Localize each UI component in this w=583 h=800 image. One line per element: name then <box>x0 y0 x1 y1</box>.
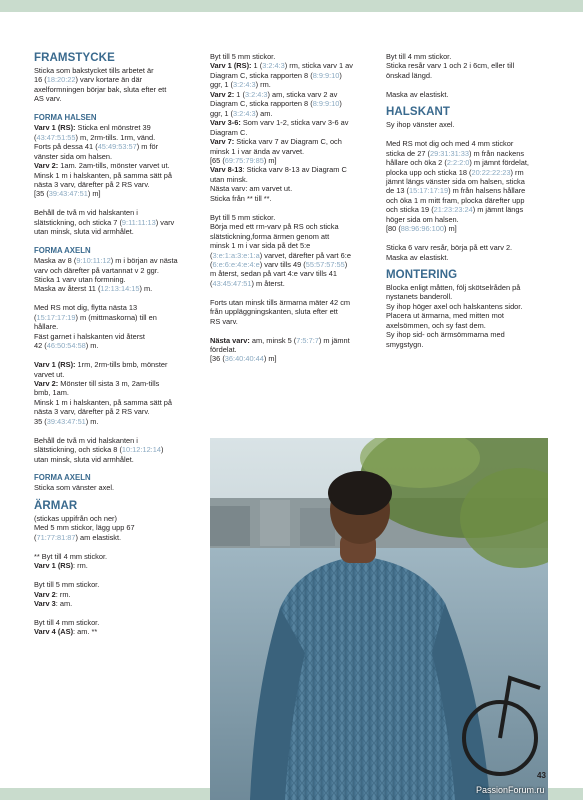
text-line: Varv 1 (RS): 1 (3:2:4:3) rm, sticka varv 1 av <box>210 61 353 71</box>
text-line: (stickas uppifrån och ner) <box>34 513 117 523</box>
heading-forma-axeln-2: FORMA AXELN <box>34 473 91 483</box>
text-line: minsk 1 i var ända av varvet. <box>210 146 305 156</box>
text-line: Varv 3: am. <box>34 598 73 608</box>
text-line: nystanets banderoll. <box>386 292 453 302</box>
text-line: axelsömmen, och sy fast dem. <box>386 320 486 330</box>
text-line: Forts utan minsk tills ärmarna mäter 42 cm <box>210 297 351 307</box>
column-2 <box>210 52 372 364</box>
top-stripe <box>0 0 583 12</box>
text-line: [36 (36:40:40:44) m] <box>210 354 277 364</box>
text-line: utan minsk, sluta vid armhålet. <box>34 454 134 464</box>
text-line: (43:47:51:55) m, 2rm-tills. 1rm, vänd. <box>34 132 156 142</box>
text-line: Minsk 1 m i halskanten, på samma sätt på <box>34 170 173 180</box>
text-line: jämnt längs vänster sida om halsen, sticka <box>386 176 525 186</box>
text-line: Varv 4 (AS): am. ** <box>34 627 98 637</box>
paragraph <box>210 52 372 203</box>
text-line: bmb, 1am. <box>34 388 69 398</box>
text-line: slätstickning, och sticka 8 (10:12:12:14) <box>34 445 164 455</box>
paragraph <box>386 283 548 349</box>
paragraph <box>34 303 194 350</box>
text-line: Sticka som bakstycket tills arbetet är <box>34 66 154 75</box>
text-line: Byt till 5 mm stickor. <box>34 580 100 590</box>
text-line: och öka 1 m mitt fram, plocka därefter upp <box>386 195 525 205</box>
text-line: Varv 2: 1 (3:2:4:3) am, sticka varv 2 av <box>210 89 338 99</box>
paragraph <box>34 436 194 464</box>
text-line: sticka de 27 (29:31:31:33) m från nackens <box>386 148 525 158</box>
text-line: de 13 (15:17:17:19) m från halsens hållare <box>386 186 526 196</box>
text-line: hållare och öka 2 (2:2:2:0) m jämnt fördelat, <box>386 158 529 168</box>
column-1 <box>34 52 194 637</box>
paragraph <box>210 298 372 326</box>
text-line: (6:e:6:e:4:e:4:e) varv tills 49 (55:57:57:55) <box>210 259 348 269</box>
paragraph <box>210 213 372 289</box>
paragraph <box>386 120 548 129</box>
text-line: Blocka enligt måtten, följ skötselråden på <box>386 283 521 293</box>
text-line: Minsk 1 m i halskanten, på samma sätt på <box>34 397 173 407</box>
text-line: AS varv. <box>34 94 62 104</box>
text-line: Behåll de två m vid halskanten i <box>34 435 138 445</box>
text-line: Diagram C, sticka rapporten 8 (8:9:9:10) <box>210 70 342 80</box>
text-line: fördelat. <box>210 345 237 354</box>
paragraph <box>34 123 194 199</box>
text-line: (43:45:47:51) m återst. <box>210 278 285 288</box>
text-line: [80 (88:96:96:100) m] <box>386 224 457 234</box>
text-line: Med RS mot dig och med 4 mm stickor <box>386 139 514 149</box>
text-line: axelformningen börjar bak, sluta efter ett <box>34 84 167 94</box>
text-line: smygstygn. <box>386 339 424 349</box>
column-3 <box>386 52 548 349</box>
text-line: utan minsk, sluta vid armhålet. <box>34 227 134 237</box>
text-line: och sticka 19 (21:23:23:24) m jämnt längs <box>386 205 524 215</box>
heading-armar: ÄRMAR <box>34 499 78 512</box>
text-line: Maska av elastiskt. <box>386 252 449 262</box>
text-line: varv och därefter på vartannat v 2 ggr. <box>34 265 159 275</box>
paragraph <box>34 483 194 492</box>
text-line: Varv 1 (RS): Sticka enl mönstret 39 <box>34 123 151 133</box>
text-line: slätstickning,forma ärmen genom att <box>210 231 330 241</box>
text-line: önskad längd. <box>386 70 433 80</box>
heading-halskant: HALSKANT <box>386 106 451 119</box>
text-line: plocka upp och sticka 18 (20:22:22:23) rm <box>386 167 524 177</box>
text-line: Sticka 1 varv utan formning. <box>34 275 126 285</box>
text-line: (71:77:81:87) am elastiskt. <box>34 532 122 542</box>
text-line: ggr, 1 (3:2:4:3) rm. <box>210 80 271 90</box>
text-line: Maska av elastiskt. <box>386 89 449 99</box>
paragraph <box>386 90 548 99</box>
text-line: Sticka resår varv 1 och 2 i 6cm, eller till <box>386 61 515 71</box>
text-line: Behåll de två m vid halskanten i <box>34 208 138 218</box>
model-photo <box>210 438 548 800</box>
text-line: Maska av 8 (9:10:11:12) m i början av nästa <box>34 256 178 266</box>
text-line: m återst, sedan på vart 4:e varv tills 41 <box>210 269 337 279</box>
text-line: Diagram C. <box>210 127 248 137</box>
paragraph <box>34 208 194 236</box>
heading-framstycke: FRAMSTYCKE <box>34 52 115 64</box>
paragraph <box>210 336 372 364</box>
text-line: Med RS mot dig, flytta nästa 13 <box>34 303 138 313</box>
text-line: Varv 2: Mönster till sista 3 m, 2am-tills <box>34 378 160 388</box>
text-line: Diagram C, sticka rapporten 8 (8:9:9:10) <box>210 99 342 109</box>
text-line: Sticka 6 varv resår, börja på ett varv 2. <box>386 243 513 253</box>
paragraph <box>34 580 194 608</box>
text-line: vänster sida om halsen. <box>34 151 113 161</box>
watermark: PassionForum.ru <box>476 785 545 795</box>
text-line: Sticka från ** till **. <box>210 193 272 203</box>
paragraph <box>386 243 548 262</box>
text-line: 35 (39:43:47:51) m. <box>34 416 99 426</box>
paragraph <box>34 66 194 104</box>
text-line: Nästa varv: am, minsk 5 (7:5:7:7) m jämnt <box>210 335 350 345</box>
text-line: Varv 2: rm. <box>34 589 71 599</box>
paragraph <box>386 139 548 234</box>
heading-montering: MONTERING <box>386 269 458 282</box>
text-line: (3:e:1:a:3:e:1:a) varvet, därefter på vart 6:e <box>210 250 351 260</box>
text-line: nästa 3 varv, därefter på 2 RS varv. <box>34 179 150 189</box>
text-line: Med 5 mm stickor, lägg upp 67 <box>34 523 135 533</box>
text-line: Varv 2: 1am. 2am-tills, mönster varvet ut. <box>34 161 170 171</box>
paragraph <box>34 514 194 542</box>
text-line: Byt till 5 mm stickor. <box>210 52 276 61</box>
text-line: Maska av återst 11 (12:13:14:15) m. <box>34 284 153 294</box>
text-line: Byt till 5 mm stickor. <box>210 212 276 222</box>
text-line: 42 (46:50:54:58) m. <box>34 341 99 351</box>
text-line: Fäst garnet i halskanten vid återst <box>34 331 145 341</box>
paragraph <box>34 618 194 637</box>
paragraph <box>386 52 548 80</box>
text-line: Sticka som vänster axel. <box>34 483 115 493</box>
text-line: höger sida om halsen. <box>386 214 459 224</box>
text-line: minsk 1 m i var sida på det 5:e <box>210 241 311 251</box>
text-line: ggr, 1 (3:2:4:3) am. <box>210 108 273 118</box>
text-line: (15:17:17:19) m (mittmaskorna) till en <box>34 312 157 322</box>
paragraph <box>34 360 194 426</box>
text-line: från uppläggningskanten, sluta efter ett <box>210 307 338 317</box>
text-line: slätstickning, och sticka 7 (9:11:11:13) varv <box>34 217 175 227</box>
text-line: RS varv. <box>210 316 238 326</box>
text-line: hållare. <box>34 322 59 332</box>
text-line: Nästa varv: am varvet ut. <box>210 184 293 194</box>
text-line: Varv 8-13: Sticka varv 8-13 av Diagram C <box>210 165 347 175</box>
text-line: Varv 1 (RS): rm. <box>34 561 88 571</box>
text-line: nästa 3 varv, därefter på 2 RS varv. <box>34 407 150 417</box>
paragraph <box>34 552 194 571</box>
text-line: varvet ut. <box>34 369 65 379</box>
text-line: [65 (69:75:79:85) m] <box>210 155 277 165</box>
text-line: utan minsk. <box>210 174 248 184</box>
text-line: Börja med ett rm-varv på RS och sticka <box>210 222 339 232</box>
text-line: ** Byt till 4 mm stickor. <box>34 551 108 561</box>
text-line: Sy ihop höger axel och halskantens sidor. <box>386 301 523 311</box>
paragraph <box>34 256 194 294</box>
text-line: Placera ut ärmarna, med mitten mot <box>386 311 504 321</box>
text-line: Byt till 4 mm stickor. <box>34 617 100 627</box>
text-line: [35 (39:43:47:51) m] <box>34 189 101 199</box>
text-line: Sy ihop sid- och ärmsömmarna med <box>386 330 505 340</box>
text-line: Varv 7: Sticka varv 7 av Diagram C, och <box>210 137 342 147</box>
text-line: Forts på dessa 41 (45:49:53:57) m för <box>34 142 159 152</box>
page-number: 43 <box>537 771 546 780</box>
text-line: 16 (18:20:22) varv kortare än där <box>34 75 143 85</box>
text-line: Byt till 4 mm stickor. <box>386 52 452 61</box>
text-line: Sy ihop vänster axel. <box>386 120 455 130</box>
text-line: Varv 3-6: Som varv 1-2, sticka varv 3-6 av <box>210 118 349 128</box>
heading-forma-halsen: FORMA HALSEN <box>34 113 97 123</box>
heading-forma-axeln: FORMA AXELN <box>34 246 91 256</box>
text-line: Varv 1 (RS): 1rm, 2rm-tills bmb, mönster <box>34 360 168 370</box>
